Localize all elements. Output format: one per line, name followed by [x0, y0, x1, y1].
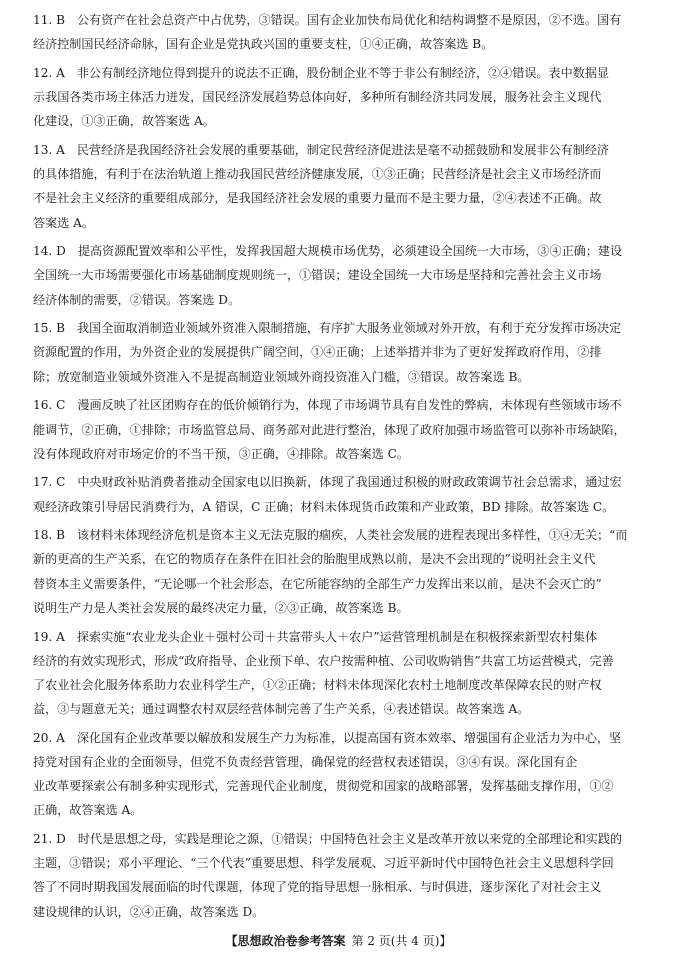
answer-line: 不是社会主义经济的重要组成部分，是我国经济社会发展的重要力量而不是主要力量，②④表述不正确。故	[33, 191, 602, 206]
answer-line: 16. C 漫画反映了社区团购存在的低价倾销行为，体现了市场调节具有自发性的弊病，未体现有些领域市场不	[33, 398, 622, 413]
answer-line: 示我国各类市场主体活力迸发，国民经济发展趋势总体向好，多种所有制经济共同发展，服务社会主义现代	[33, 90, 602, 105]
answer-line: 20. A 深化国有企业改革要以解放和发展生产力为标准，以提高国有资本效率、增强国有企业活力为中心，坚	[33, 730, 622, 745]
answer-line: 的具体措施，有利于在法治轨道上推动我国民营经济健康发展，①③正确；民营经济是社会主义市场经济而	[33, 167, 602, 182]
answer-line: 17. C 中央财政补贴消费者推动全国家电以旧换新，体现了我国通过积极的财政政策调节社会总需求，通过宏	[33, 475, 622, 490]
answer-line: 持党对国有企业的全面领导，但党不负责经营管理，确保党的经营权表述错误，③④有误。深化国有企	[33, 754, 578, 769]
answer-line: 业改革要探索公有制多种实现形式，完善现代企业制度，贯彻党和国家的战略部署，发挥基础支撑作用，①②	[33, 779, 614, 794]
answer-line: 14. D 提高资源配置效率和公平性，发挥我国超大规模市场优势，必须建设全国统一大市场，③④正确；建设	[33, 244, 623, 259]
answer-line: 观经济政策引导居民消费行为，A 错误，C 正确；材料未体现货币政策和产业政策，BD 排除。故答案选 C。	[33, 499, 615, 514]
answer-line: 除；放宽制造业领域外资准入不是提高制造业领域外商投资准入门槛，③错误。故答案选 B。	[33, 369, 530, 384]
answer-line: 正确，故答案选 A。	[33, 803, 143, 818]
answer-line: 新的更高的生产关系，在它的物质存在条件在旧社会的胎胞里成熟以前，是决不会出现的”说明社会主义代	[33, 552, 596, 567]
answer-item-q20	[33, 726, 647, 823]
answer-list	[33, 8, 647, 928]
answer-line: 化建设，①③正确，故答案选 A。	[33, 114, 215, 129]
answer-line: 替资本主义需要条件，“无论哪一个社会形态，在它所能容纳的全部生产力发挥出来以前，是决不会灭亡的”	[33, 576, 602, 591]
answer-line: 21. D 时代是思想之母，实践是理论之源，①错误；中国特色社会主义是改革开放以来党的全部理论和实践的	[33, 832, 623, 846]
answer-item-q14	[33, 239, 647, 312]
answer-line: 11. B 公有资产在社会总资产中占优势，③错误。国有企业加快布局优化和结构调整不是原因，②不选。国有	[33, 13, 622, 27]
answer-line: 建设规律的认识，②④正确，故答案选 D。	[33, 904, 265, 919]
answer-line: 说明生产力是人类社会发展的最终决定力量，②③正确，故答案选 B。	[33, 600, 409, 615]
answer-item-q19	[33, 625, 647, 722]
answer-line: 全国统一大市场需要强化市场基础制度规则统一，①错误；建设全国统一大市场是坚持和完善社会主义市场	[33, 268, 602, 283]
answer-line: 经济体制的需要，②错误。答案选 D。	[33, 292, 241, 307]
answer-item-q11	[33, 8, 647, 56]
answer-item-q17	[33, 470, 647, 518]
answer-line: 主题，③错误；邓小平理论、“三个代表”重要思想、科学发展观、习近平新时代中国特色社会主义思想科学回	[33, 856, 614, 871]
answer-line: 资源配置的作用，为外资企业的发展提供广阔空间，①④正确；上述举措并非为了更好发挥政府作用，②排	[33, 345, 602, 360]
answer-line: 益，③与题意无关；通过调整农村双层经营体制完善了生产关系，④表述错误。故答案选 A。	[33, 702, 530, 717]
answer-line: 经济的有效实现形式，形成“政府指导、企业预下单、农户按需种植、公司收购销售”共富工坊运营模式，完善	[33, 653, 614, 668]
answer-line: 答案选 A。	[33, 215, 94, 230]
answer-line: 能调节，②正确，①排除；市场监管总局、商务部对此进行整治，体现了政府加强市场监管可以弥补市场缺陷，	[33, 422, 626, 437]
answer-item-q13	[33, 138, 647, 235]
answer-item-q15	[33, 316, 647, 389]
answer-line: 13. A 民营经济是我国经济社会发展的重要基础，制定民营经济促进法是毫不动摇鼓励和发展非公有制经济	[33, 142, 610, 157]
footer-page-number: 第 2 页(共 4 页)】	[351, 934, 452, 948]
answer-line: 没有体现政府对市场定价的不当干预，③正确，④排除。故答案选 C。	[33, 446, 409, 461]
answer-item-q16	[33, 393, 647, 466]
answer-line: 19. A 探索实施“农业龙头企业＋强村公司＋共富带头人＋农户”运营管理机制是在积极探索新型农村集体	[33, 629, 598, 644]
answer-line: 经济控制国民经济命脉，国有企业是党执政兴国的重要支柱，①④正确，故答案选 B。	[33, 37, 494, 52]
answer-line: 18. B 该材料未体现经济危机是资本主义无法克服的痼疾，人类社会发展的进程表现出多样性，①④无关；“而	[33, 528, 628, 543]
answer-line: 12. A 非公有制经济地位得到提升的说法不正确，股份制企业不等于非公有制经济，②④错误。表中数据显	[33, 65, 610, 80]
page-footer	[0, 932, 677, 950]
answer-item-q18	[33, 523, 647, 620]
answer-item-q21	[33, 827, 647, 924]
answer-line: 了农业社会化服务体系助力农业科学生产，①②正确；材料未体现深化农村土地制度改革保障农民的财产权	[33, 677, 602, 692]
footer-title: 【思想政治卷参考答案	[225, 934, 346, 948]
answer-line: 答了不同时期我国发展面临的时代课题，体现了党的指导思想一脉相承、与时俱进，逐步深化了对社会主义	[33, 880, 602, 895]
answer-item-q12	[33, 61, 647, 134]
answer-line: 15. B 我国全面取消制造业领域外资准入限制措施，有序扩大服务业领域对外开放，有利于充分发挥市场决定	[33, 321, 622, 336]
